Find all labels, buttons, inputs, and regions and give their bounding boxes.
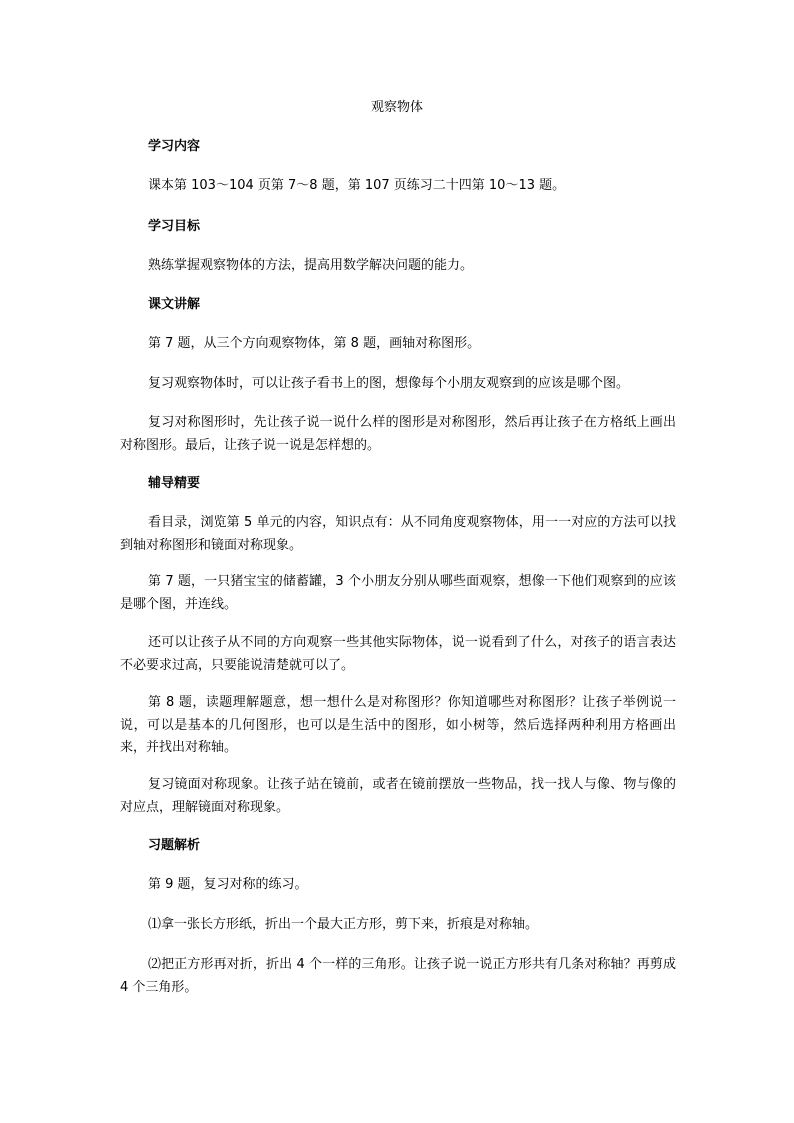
paragraph: ⑵把正方形再对折，折出 4 个一样的三角形。让孩子说一说正方形共有几条对称轴？再剪成 4 个三角形。 xyxy=(120,957,676,995)
section-heading-goal: 学习目标 xyxy=(148,219,201,234)
paragraph: 熟练掌握观察物体的方法，提高用数学解决问题的能力。 xyxy=(148,258,474,273)
section-heading-exercise: 习题解析 xyxy=(148,838,201,853)
paragraph: 第 7 题，一只猪宝宝的储蓄罐，3 个小朋友分别从哪些面观察，想像一下他们观察到的应该是哪个图，并连线。 xyxy=(120,574,676,612)
paragraph: 复习对称图形时，先让孩子说一说什么样的图形是对称图形，然后再让孩子在方格纸上画出对称图形。最后，让孩子说一说是怎样想的。 xyxy=(120,415,676,453)
paragraph: 课本第 103～104 页第 7～8 题，第 107 页练习二十四第 10～13 题。 xyxy=(148,178,566,193)
paragraph: 第 9 题，复习对称的练习。 xyxy=(148,877,308,892)
document-title: 观察物体 xyxy=(370,100,423,115)
paragraph: 看目录，浏览第 5 单元的内容，知识点有：从不同角度观察物体，用一一对应的方法可以找到轴对称图形和镜面对称现象。 xyxy=(120,515,676,553)
paragraph: 复习镜面对称现象。让孩子站在镜前，或者在镜前摆放一些物品，找一找人与像、物与像的对应点，理解镜面对称现象。 xyxy=(120,777,676,815)
paragraph: ⑴拿一张长方形纸，折出一个最大正方形，剪下来，折痕是对称轴。 xyxy=(148,917,539,932)
paragraph: 第 8 题，读题理解题意，想一想什么是对称图形？你知道哪些对称图形？让孩子举例说一说，可以是基本的几何图形，也可以是生活中的图形，如小树等，然后选择两种利用方格画出来，并找出对称轴。 xyxy=(120,695,676,755)
section-heading-explain: 课文讲解 xyxy=(148,297,201,312)
paragraph: 复习观察物体时，可以让孩子看书上的图，想像每个小朋友观察到的应该是哪个图。 xyxy=(148,376,630,391)
section-heading-content: 学习内容 xyxy=(148,139,201,154)
paragraph: 还可以让孩子从不同的方向观察一些其他实际物体，说一说看到了什么，对孩子的语言表达不必要求过高，只要能说清楚就可以了。 xyxy=(120,635,676,673)
section-heading-guide: 辅导精要 xyxy=(148,476,201,491)
paragraph: 第 7 题，从三个方向观察物体，第 8 题，画轴对称图形。 xyxy=(148,336,481,351)
